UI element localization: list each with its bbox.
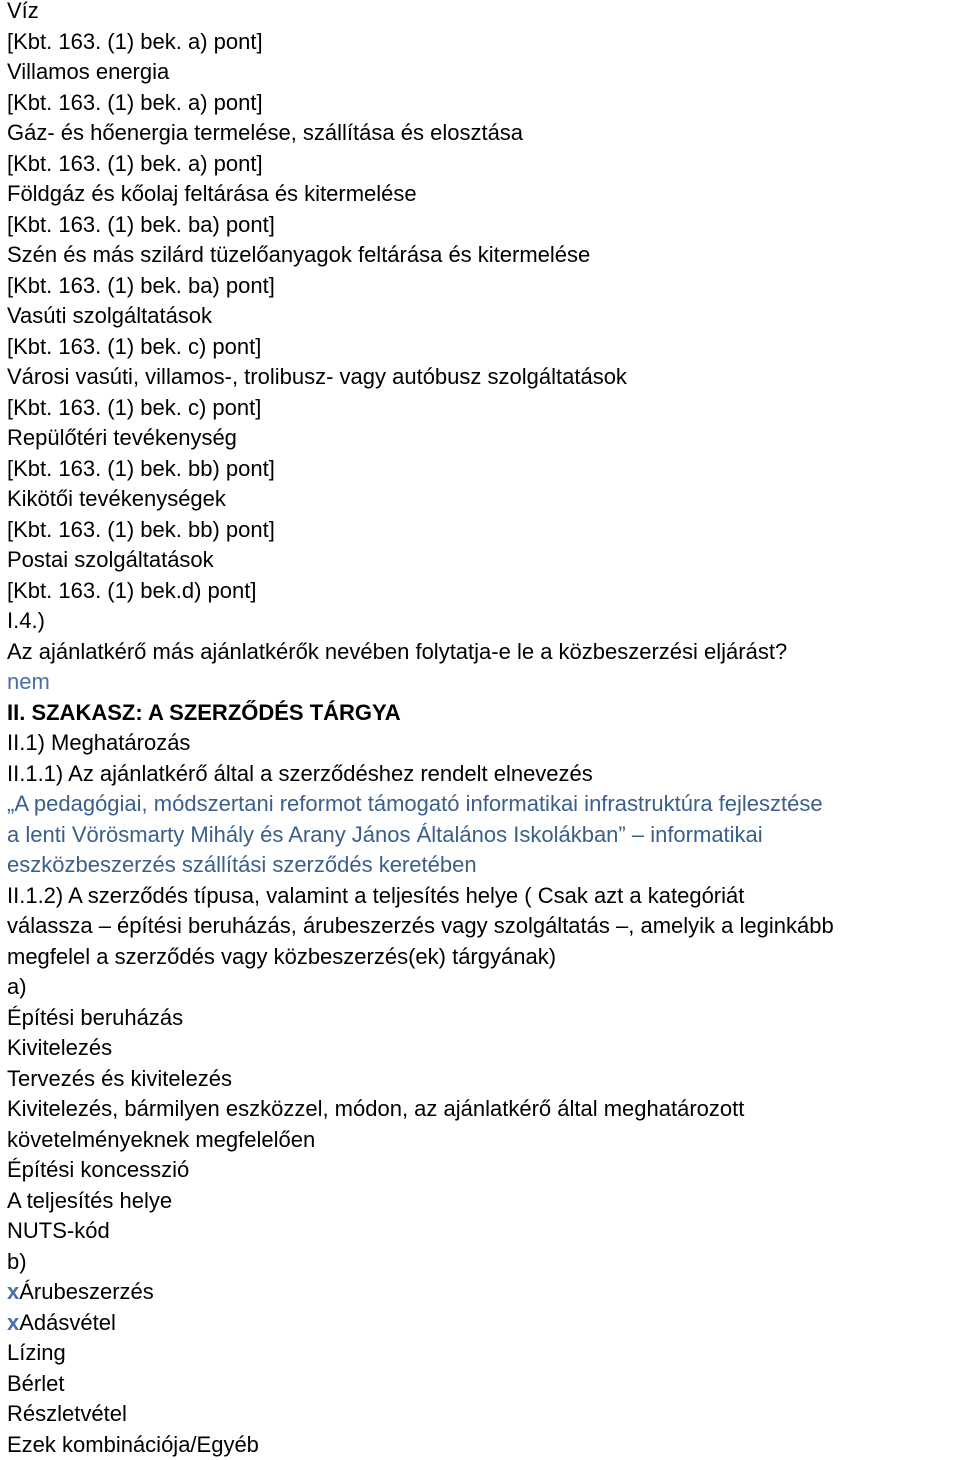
kbt-reference: [Kbt. 163. (1) bek. a) pont] [7,150,263,176]
category-foldgaz-koolaj: Földgáz és kőolaj feltárása és kitermelése [7,181,417,206]
category-postai: Postai szolgáltatások [7,547,214,572]
category-varosi-kozlekedes: Városi vasúti, villamos-, trolibusz- vagy autóbusz szolgáltatások [7,364,627,389]
option-a-label: a) [7,974,27,999]
category-villamos-energia: Villamos energia [7,59,170,84]
option-epitesi-koncesszio: Építési koncesszió [7,1157,190,1182]
section-ii1-label: II.1) Meghatározás [7,730,191,755]
question-i4: Az ajánlatkérő más ajánlatkérők nevében folytatja-e le a közbeszerzési eljárást? [7,638,788,664]
option-kombinacio-egyeb: Ezek kombinációja/Egyéb [7,1431,259,1457]
option-tervezes-kivitelezes: Tervezés és kivitelezés [7,1065,232,1091]
contract-title-line-3: eszközbeszerzés szállítási szerződés keretében [7,852,477,877]
contract-title-line-1: „A pedagógiai, módszertani reformot támogató informatikai infrastruktúra fejlesztése [7,791,823,816]
kbt-reference: [Kbt. 163. (1) bek. a) pont] [7,28,263,54]
category-vasuti: Vasúti szolgáltatások [7,303,213,328]
option-lizing: Lízing [7,1340,66,1365]
option-epitesi-beruhazas: Építési beruházás [7,1004,184,1030]
kbt-reference: [Kbt. 163. (1) bek. c) pont] [7,394,262,420]
kbt-reference: [Kbt. 163. (1) bek. bb) pont] [7,455,275,481]
section-ii11-label: II.1.1) Az ajánlatkérő által a szerződéshez rendelt elnevezés [7,760,593,786]
option-kivitelezes-barmilyen-line-1: Kivitelezés, bármilyen eszközzel, módon, az ajánlatkérő által meghatározott [7,1096,745,1121]
category-szen: Szén és más szilárd tüzelőanyagok feltárása és kitermelése [7,242,591,267]
category-viz: Víz [7,0,39,23]
category-kikotoi: Kikötői tevékenységek [7,486,226,511]
option-arubeszerzes-label: Árubeszerzés [19,1279,154,1304]
kbt-reference: [Kbt. 163. (1) bek. ba) pont] [7,211,275,237]
section-i4-label: I.4.) [7,608,45,633]
option-reszletvetel: Részletvétel [7,1401,127,1426]
teljesites-helye-label: A teljesítés helye [7,1187,173,1213]
kbt-reference: [Kbt. 163. (1) bek. ba) pont] [7,272,275,298]
section-ii12-line-3: megfelel a szerződés vagy közbeszerzés(ek) tárgyának) [7,943,557,969]
answer-i4: nem [7,669,50,694]
nuts-kod-label: NUTS-kód [7,1218,110,1243]
checked-mark: x [7,1279,20,1304]
kbt-reference: [Kbt. 163. (1) bek. a) pont] [7,89,263,115]
option-arubeszerzes [7,1277,960,1308]
kbt-reference: [Kbt. 163. (1) bek.d) pont] [7,577,257,603]
option-kivitelezes: Kivitelezés [7,1035,113,1060]
kbt-reference: [Kbt. 163. (1) bek. c) pont] [7,333,262,359]
option-adasvetel [7,1308,960,1339]
contract-title-line-2: a lenti Vörösmarty Mihály és Arany János Általános Iskolákban” – informatikai [7,821,763,847]
option-berlet: Bérlet [7,1370,65,1396]
category-gaz-hoenergia: Gáz- és hőenergia termelése, szállítása és elosztása [7,120,524,145]
section-ii12-line-1: II.1.2) A szerződés típusa, valamint a teljesítés helye ( Csak azt a kategóriát [7,882,745,908]
section-ii-heading: II. SZAKASZ: A SZERZŐDÉS TÁRGYA [7,699,401,725]
option-adasvetel-label: Adásvétel [19,1309,116,1335]
option-b-label: b) [7,1248,27,1274]
option-kivitelezes-barmilyen-line-2: követelményeknek megfelelően [7,1126,316,1152]
category-repuloteri: Repülőtéri tevékenység [7,425,237,450]
checked-mark: x [7,1309,20,1335]
kbt-reference: [Kbt. 163. (1) bek. bb) pont] [7,516,275,542]
section-ii12-line-2: válassza – építési beruházás, árubeszerzés vagy szolgáltatás –, amelyik a leginkább [7,913,834,938]
